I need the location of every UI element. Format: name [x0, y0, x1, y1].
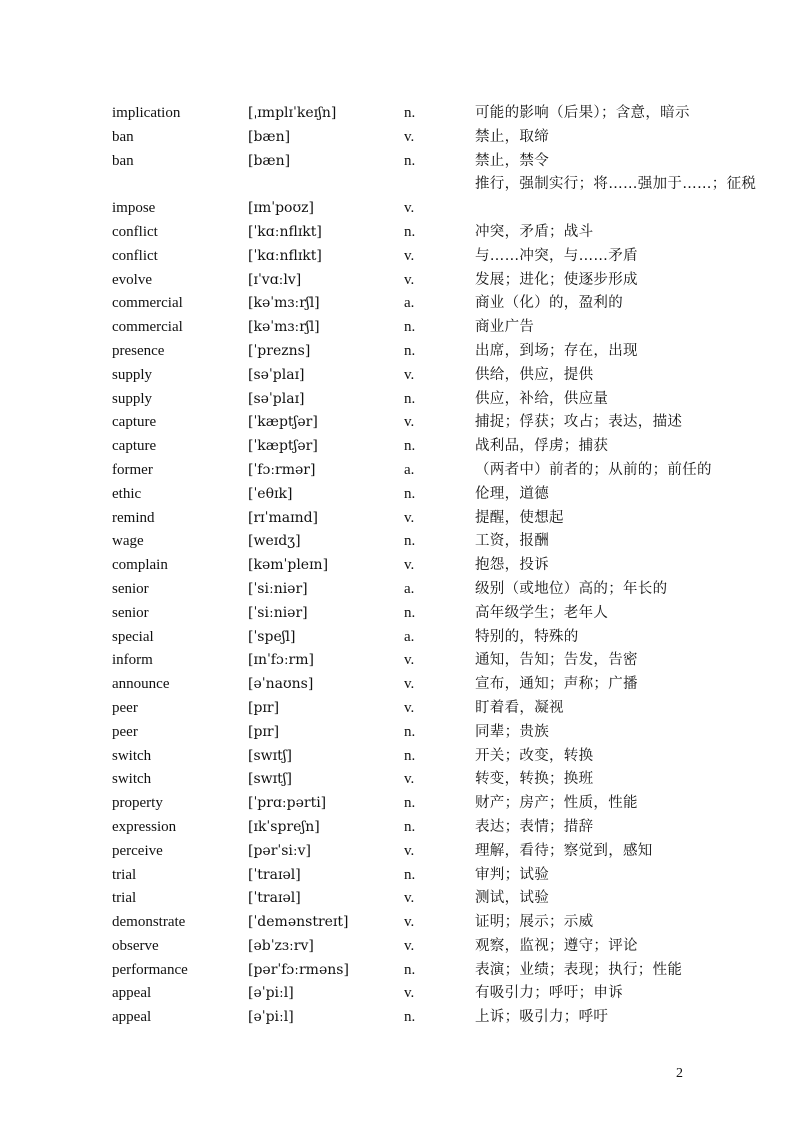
vocab-phonetic: [ˈdemənstreɪt] — [248, 914, 349, 931]
vocab-phonetic: [ˈkæptʃər] — [248, 414, 318, 431]
vocab-part-of-speech: v. — [404, 842, 415, 859]
vocab-phonetic: [əˈnaʊns] — [248, 676, 314, 693]
vocab-word: evolve — [112, 271, 152, 288]
vocab-part-of-speech: v. — [404, 414, 415, 431]
vocab-word: appeal — [112, 1009, 152, 1026]
vocab-meaning: 工资，报酬 — [475, 533, 549, 550]
vocab-phonetic: [ˈfɔːrmər] — [248, 461, 316, 478]
vocab-row — [112, 411, 772, 435]
vocab-phonetic: [bæn] — [248, 152, 291, 169]
vocab-phonetic: [ˈtraɪəl] — [248, 866, 301, 883]
vocab-meaning: 与……冲突，与……矛盾 — [475, 247, 638, 264]
vocab-part-of-speech: v. — [404, 247, 415, 264]
vocab-part-of-speech: n. — [404, 105, 416, 121]
vocab-row — [112, 507, 772, 531]
vocab-row — [112, 911, 772, 935]
vocab-meaning: 商业（化）的，盈利的 — [475, 295, 623, 312]
vocab-part-of-speech: n. — [404, 866, 416, 883]
vocab-word: ethic — [112, 485, 142, 502]
vocab-row — [112, 459, 772, 483]
vocab-word: switch — [112, 747, 152, 764]
vocab-phonetic: [bæn] — [248, 128, 291, 145]
vocab-word: wage — [112, 533, 144, 550]
vocab-meaning: 转变，转换；换班 — [475, 771, 594, 788]
vocab-meaning: 冲突，矛盾；战斗 — [475, 223, 594, 240]
vocab-meaning: （两者中）前者的；从前的；前任的 — [475, 461, 712, 478]
vocab-meaning: 发展；进化；使逐步形成 — [475, 271, 638, 288]
vocab-row — [112, 982, 772, 1006]
vocab-part-of-speech: n. — [404, 961, 416, 978]
vocab-meaning: 提醒，使想起 — [475, 509, 564, 526]
vocab-part-of-speech: n. — [404, 795, 416, 812]
vocab-row — [112, 935, 772, 959]
vocab-meaning: 开关；改变，转换 — [475, 747, 594, 764]
vocab-row — [112, 340, 772, 364]
vocab-row — [112, 173, 772, 221]
vocab-row — [112, 959, 772, 983]
vocab-row — [112, 840, 772, 864]
vocab-meaning: 战利品，俘虏；捕获 — [475, 438, 609, 455]
vocab-word: peer — [112, 723, 138, 740]
vocab-word: trial — [112, 890, 137, 907]
vocab-part-of-speech: n. — [404, 223, 416, 240]
vocab-row — [112, 102, 772, 126]
vocab-row — [112, 530, 772, 554]
vocab-meaning: 级别（或地位）高的；年长的 — [475, 580, 668, 597]
vocab-word: senior — [112, 604, 149, 621]
vocab-phonetic: [ˈkɑːnflɪkt] — [248, 247, 322, 264]
vocab-row — [112, 221, 772, 245]
vocab-part-of-speech: n. — [404, 319, 416, 336]
vocab-meaning: 通知，告知；告发，告密 — [475, 652, 638, 669]
vocab-meaning: 上诉；吸引力；呼吁 — [475, 1009, 609, 1026]
vocab-meaning: 同辈；贵族 — [475, 723, 549, 740]
vocab-part-of-speech: v. — [404, 699, 415, 716]
vocab-part-of-speech: n. — [404, 747, 416, 764]
vocab-word: capture — [112, 438, 157, 455]
vocab-part-of-speech: a. — [404, 628, 415, 645]
vocab-part-of-speech: n. — [404, 485, 416, 502]
vocab-phonetic: [ɪnˈfɔːrm] — [248, 652, 314, 669]
vocab-phonetic: [ˈtraɪəl] — [248, 890, 301, 907]
vocab-part-of-speech: v. — [404, 937, 415, 954]
vocab-part-of-speech: v. — [404, 557, 415, 574]
vocab-phonetic: [weɪdʒ] — [248, 533, 301, 550]
vocab-word: property — [112, 795, 163, 812]
vocab-meaning: 有吸引力；呼吁；申诉 — [475, 985, 623, 1002]
vocab-row — [112, 1006, 772, 1030]
vocab-row — [112, 626, 772, 650]
vocab-phonetic: [ˈsiːniər] — [248, 604, 308, 621]
vocab-word: expression — [112, 818, 177, 835]
vocab-word: conflict — [112, 247, 158, 264]
vocab-row — [112, 554, 772, 578]
vocab-meaning: 禁止，取缔 — [475, 128, 549, 145]
vocab-meaning: 表演；业绩；表现；执行；性能 — [475, 961, 683, 978]
vocab-phonetic: [ˈprezns] — [248, 342, 311, 359]
vocab-meaning: 推行，强制实行；将……强加于……；征税 — [475, 176, 757, 193]
vocab-phonetic: [rɪˈmaɪnd] — [248, 509, 319, 526]
vocab-part-of-speech: n. — [404, 1009, 416, 1026]
vocab-phonetic: [əˈpiːl] — [248, 985, 294, 1002]
vocab-phonetic: [kəˈmɜːrʃl] — [248, 295, 320, 312]
vocab-part-of-speech: v. — [404, 985, 415, 1002]
vocab-row — [112, 792, 772, 816]
vocab-row — [112, 602, 772, 626]
vocab-word: conflict — [112, 223, 158, 240]
vocab-row — [112, 364, 772, 388]
vocab-meaning: 禁止，禁令 — [475, 152, 549, 169]
vocab-row — [112, 673, 772, 697]
vocab-part-of-speech: v. — [404, 652, 415, 669]
vocab-part-of-speech: v. — [404, 890, 415, 907]
vocab-phonetic: [əbˈzɜːrv] — [248, 937, 314, 954]
vocab-phonetic: [ɪˈvɑːlv] — [248, 271, 302, 288]
vocab-meaning: 伦理，道德 — [475, 485, 549, 502]
vocab-meaning: 可能的影响（后果）；含意，暗示 — [475, 105, 690, 121]
vocab-phonetic: [ˈprɑːpərti] — [248, 795, 327, 812]
vocab-meaning: 宣布，通知；声称；广播 — [475, 676, 638, 693]
vocab-part-of-speech: a. — [404, 461, 415, 478]
vocab-part-of-speech: v. — [404, 366, 415, 383]
vocab-phonetic: [ˈeθɪk] — [248, 485, 293, 502]
vocab-word: former — [112, 461, 153, 478]
vocab-word: senior — [112, 580, 149, 597]
vocab-word: perceive — [112, 842, 163, 859]
vocab-row — [112, 864, 772, 888]
vocab-word: trial — [112, 866, 137, 883]
vocab-row — [112, 292, 772, 316]
vocab-meaning: 财产；房产；性质，性能 — [475, 795, 638, 812]
vocab-meaning: 盯着看，凝视 — [475, 699, 564, 716]
vocab-row — [112, 887, 772, 911]
vocab-part-of-speech: n. — [404, 818, 416, 835]
vocab-word: commercial — [112, 319, 183, 336]
vocab-row — [112, 721, 772, 745]
vocab-part-of-speech: v. — [404, 914, 415, 931]
vocab-meaning: 测试，试验 — [475, 890, 549, 907]
vocab-row — [112, 150, 772, 174]
vocab-meaning: 证明；展示；示威 — [475, 914, 594, 931]
vocab-part-of-speech: n. — [404, 533, 416, 550]
vocab-word: peer — [112, 699, 138, 716]
vocab-meaning: 供给，供应，提供 — [475, 366, 594, 383]
vocab-row — [112, 126, 772, 150]
vocab-part-of-speech: n. — [404, 723, 416, 740]
vocab-word: supply — [112, 390, 153, 407]
vocab-row — [112, 649, 772, 673]
vocab-word: presence — [112, 342, 165, 359]
vocab-part-of-speech: v. — [404, 771, 415, 788]
vocab-word: announce — [112, 676, 170, 693]
vocab-word: performance — [112, 961, 188, 978]
vocab-word: commercial — [112, 295, 183, 312]
vocab-meaning: 供应，补给，供应量 — [475, 390, 609, 407]
vocab-meaning: 捕捉；俘获；攻占；表达，描述 — [475, 414, 683, 431]
vocab-phonetic: [ˈsiːniər] — [248, 580, 308, 597]
vocab-part-of-speech: a. — [404, 580, 415, 597]
vocab-phonetic: [pərˈfɔːrməns] — [248, 961, 349, 978]
vocab-meaning: 特别的，特殊的 — [475, 628, 579, 645]
vocab-meaning: 商业广告 — [475, 319, 535, 336]
vocab-meaning: 抱怨，投诉 — [475, 557, 549, 574]
vocab-word: ban — [112, 152, 134, 169]
vocab-phonetic: [swɪtʃ] — [248, 747, 292, 764]
vocab-part-of-speech: n. — [404, 438, 416, 455]
vocab-meaning: 出席，到场；存在，出现 — [475, 342, 638, 359]
vocab-row — [112, 435, 772, 459]
vocab-phonetic: [pɪr] — [248, 723, 280, 740]
vocab-word: switch — [112, 771, 152, 788]
vocab-word: appeal — [112, 985, 152, 1002]
vocab-row — [112, 269, 772, 293]
vocab-row — [112, 816, 772, 840]
vocab-phonetic: [səˈplaɪ] — [248, 390, 305, 407]
vocabulary-list — [112, 102, 772, 1030]
vocab-phonetic: [ɪmˈpoʊz] — [248, 200, 314, 217]
vocab-row — [112, 768, 772, 792]
vocab-part-of-speech: v. — [404, 676, 415, 693]
vocab-phonetic: [ˈkɑːnflɪkt] — [248, 223, 322, 240]
vocab-part-of-speech: v. — [404, 200, 415, 217]
vocab-part-of-speech: a. — [404, 295, 415, 312]
vocab-word: implication — [112, 105, 181, 121]
vocab-row — [112, 745, 772, 769]
vocab-word: demonstrate — [112, 914, 186, 931]
vocab-phonetic: [ɪkˈspreʃn] — [248, 818, 320, 835]
vocab-part-of-speech: n. — [404, 604, 416, 621]
vocab-phonetic: [ˈkæptʃər] — [248, 438, 318, 455]
vocab-meaning: 表达；表情；措辞 — [475, 818, 594, 835]
vocab-row — [112, 483, 772, 507]
vocab-phonetic: [swɪtʃ] — [248, 771, 292, 788]
vocab-word: capture — [112, 414, 157, 431]
vocab-row — [112, 697, 772, 721]
vocab-part-of-speech: n. — [404, 342, 416, 359]
vocab-part-of-speech: v. — [404, 128, 415, 145]
vocab-part-of-speech: n. — [404, 390, 416, 407]
vocab-word: observe — [112, 937, 159, 954]
vocab-word: remind — [112, 509, 155, 526]
vocab-meaning: 审判；试验 — [475, 866, 549, 883]
vocab-phonetic: [pɪr] — [248, 699, 280, 716]
vocab-word: complain — [112, 557, 168, 574]
vocab-word: special — [112, 628, 154, 645]
vocab-part-of-speech: n. — [404, 152, 416, 169]
vocab-row — [112, 578, 772, 602]
vocab-phonetic: [kəˈmɜːrʃl] — [248, 319, 320, 336]
vocab-row — [112, 316, 772, 340]
vocab-part-of-speech: v. — [404, 271, 415, 288]
vocab-phonetic: [əˈpiːl] — [248, 1009, 294, 1026]
vocab-meaning: 高年级学生；老年人 — [475, 604, 609, 621]
vocab-meaning: 理解，看待；察觉到，感知 — [475, 842, 653, 859]
vocab-part-of-speech: v. — [404, 509, 415, 526]
page-number: 2 — [676, 1066, 683, 1081]
vocab-meaning: 观察，监视；遵守；评论 — [475, 937, 638, 954]
vocab-phonetic: [ˌɪmplɪˈkeɪʃn] — [248, 105, 337, 121]
vocab-word: supply — [112, 366, 153, 383]
vocab-phonetic: [kəmˈpleɪn] — [248, 557, 329, 574]
vocab-phonetic: [ˈspeʃl] — [248, 628, 296, 645]
vocab-row — [112, 245, 772, 269]
vocab-word: inform — [112, 652, 153, 669]
vocab-word: impose — [112, 200, 156, 217]
vocab-word: ban — [112, 128, 134, 145]
vocab-phonetic: [səˈplaɪ] — [248, 366, 305, 383]
vocab-phonetic: [pərˈsiːv] — [248, 842, 311, 859]
vocab-row — [112, 388, 772, 412]
